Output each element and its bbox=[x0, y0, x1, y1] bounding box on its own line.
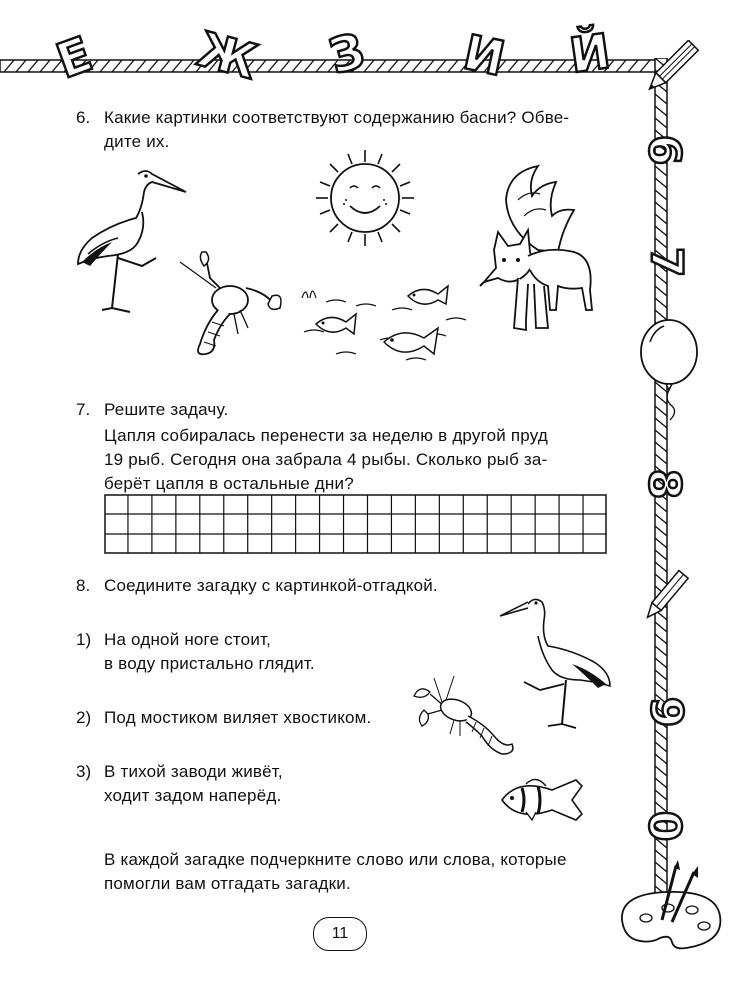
riddle-2-line: Под мостиком виляет хвостиком. bbox=[104, 708, 372, 727]
heron-picture bbox=[72, 162, 192, 322]
balloon-icon bbox=[636, 318, 702, 422]
task-8-footer-line: помогли вам отгадать загадки. bbox=[104, 874, 351, 893]
header-letter: И bbox=[458, 24, 510, 88]
side-digit: 0 bbox=[638, 810, 690, 842]
riddle-3-line: В тихой заводи живёт, bbox=[104, 762, 283, 781]
header-letter: З bbox=[323, 22, 371, 86]
fish-picture bbox=[296, 280, 468, 366]
fox-picture bbox=[478, 160, 608, 338]
crayfish-picture bbox=[176, 248, 290, 360]
task-7-text-line: 19 рыб. Сегодня она забрала 4 рыбы. Сколько рыб за- bbox=[104, 450, 548, 469]
task-7-title: Решите задачу. bbox=[104, 400, 229, 419]
pencil-icon bbox=[640, 568, 690, 628]
crayfish-picture[interactable] bbox=[410, 674, 522, 758]
riddle-3-number: 3) bbox=[76, 762, 92, 781]
side-digit: 9 bbox=[640, 696, 692, 728]
alphabet-header bbox=[40, 21, 660, 91]
sun-picture bbox=[310, 146, 420, 250]
side-digit: 7 bbox=[640, 246, 692, 278]
riddle-3-line: ходит задом наперёд. bbox=[104, 786, 282, 805]
task-7-text-line: берёт цапля в остальные дни? bbox=[104, 474, 354, 493]
header-letter: Е bbox=[49, 26, 100, 90]
task-6-text-line: дите их. bbox=[104, 132, 170, 151]
riddle-1-line: На одной ноге стоит, bbox=[104, 630, 272, 649]
page-number: 11 bbox=[313, 917, 367, 951]
task-8-footer-line: В каждой загадке подчеркните слово или слова, которые bbox=[104, 850, 567, 869]
palette-icon bbox=[612, 860, 732, 960]
answer-grid[interactable] bbox=[104, 494, 607, 554]
riddle-2-number: 2) bbox=[76, 708, 92, 727]
task-6-text-line: Какие картинки соответствуют содержанию басни? Обве- bbox=[104, 108, 570, 127]
riddle-1-number: 1) bbox=[76, 630, 92, 649]
header-letter: Ж bbox=[191, 21, 264, 91]
header-letter: Й bbox=[566, 23, 614, 85]
fish-picture[interactable] bbox=[496, 772, 588, 824]
riddle-1-line: в воду пристально глядит. bbox=[104, 654, 315, 673]
task-6-number: 6. bbox=[76, 108, 91, 127]
side-digit: 6 bbox=[638, 134, 690, 166]
task-7-text-line: Цапля собиралась перенести за неделю в другой пруд bbox=[104, 426, 549, 445]
task-7-number: 7. bbox=[76, 400, 91, 419]
side-digit: 8 bbox=[638, 468, 690, 500]
task-8-title: Соедините загадку с картинкой-отгадкой. bbox=[104, 576, 438, 595]
task-8-number: 8. bbox=[76, 576, 91, 595]
pencil-icon bbox=[640, 40, 700, 100]
